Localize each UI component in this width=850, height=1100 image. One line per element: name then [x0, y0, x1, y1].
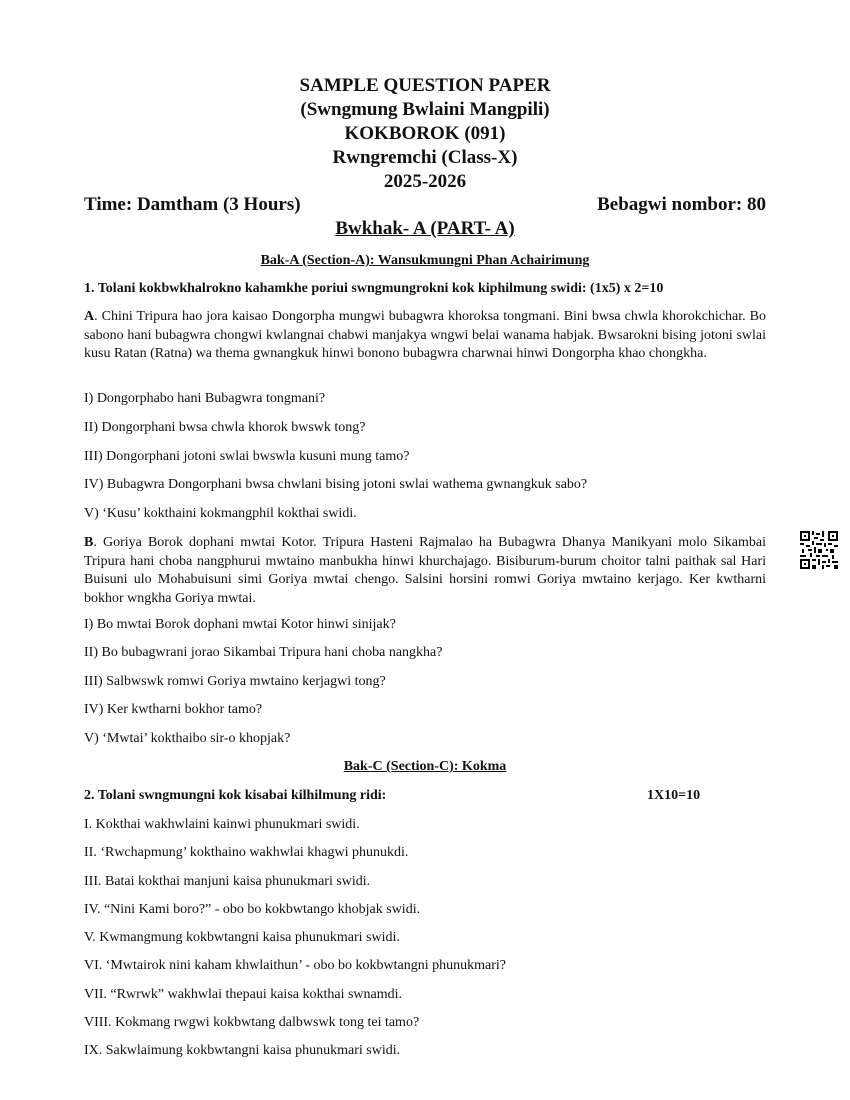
- part-heading: Bwkhak- A (PART- A): [335, 218, 515, 239]
- question-c-2: II. ‘Rwchapmung’ kokthaino wakhwlai khagwi phunukdi.: [84, 845, 409, 860]
- paper-title: SAMPLE QUESTION PAPER: [299, 75, 551, 96]
- question-b-4: IV) Ker kwtharni bokhor tamo?: [84, 702, 263, 717]
- question-c-6: VI. ‘Mwtairok nini kaham khwlaithun’ - obo bo kokbwtangni phunukmari?: [84, 958, 506, 973]
- question-b-1: I) Bo mwtai Borok dophani mwtai Kotor hinwi sinijak?: [84, 617, 396, 632]
- qr-code-icon: [800, 531, 838, 569]
- time-allowed: Time: Damtham (3 Hours): [84, 194, 301, 215]
- question-c-1: I. Kokthai wakhwlaini kainwi phunukmari swidi.: [84, 817, 360, 832]
- passage-a: [84, 308, 766, 364]
- question-c-8: VIII. Kokmang rwgwi kokbwtang dalbwswk tong tei tamo?: [84, 1015, 420, 1030]
- question-c-4: IV. “Nini Kami boro?” - obo bo kokbwtango khobjak swidi.: [84, 902, 421, 917]
- passage-b-text: . Goriya Borok dophani mwtai Kotor. Tripura Hasteni Rajmalao ha Bubagwra Dhanya Manikyani molo Sikambai Tripura hani choba nangphurui mwtaino manbukha hinwi khurchajago. Bisiburum-burum choitor talni paithak sal Hari Buisuni ulo Mohabuisuni simi Goriya mwtai chengo. Salsini horsini romwi Goriya mwtaino kerjago. Ker kwtharni bokhor wngkha Goriya mwtai.: [84, 535, 766, 606]
- session-year: 2025-2026: [383, 171, 467, 192]
- class-label: Rwngremchi (Class-X): [332, 147, 518, 168]
- question-c-5: V. Kwmangmung kokbwtangni kaisa phunukmari swidi.: [84, 930, 400, 945]
- question-a-5: V) ‘Kusu’ kokthaini kokmangphil kokthai swidi.: [84, 506, 357, 521]
- time-marks-row: [84, 194, 766, 218]
- maximum-marks: Bebagwi nombor: 80: [597, 194, 766, 215]
- question-c-7: VII. “Rwrwk” wakhwlai thepaui kaisa kokthai swnamdi.: [84, 987, 403, 1002]
- passage-a-text: . Chini Tripura hao jora kaisao Dongorpha mungwi bubagwra khoroksa tongmani. Bini bwsa chwla khorokchichar. Bo sabono hani bubagwra chongwi kwlangnai chabwi manjakya wngwi belai wanama habjak. Bwsarokni bising jotoni swlai kusu Ratan (Ratna) wa thema gwnangkuk hinwi bonono bubagwra charwnai hinwi Dongorpha khao chongkha.: [84, 309, 766, 361]
- question-a-4: IV) Bubagwra Dongorphani bwsa chwlani bising jotoni swlai wathema gwnangkuk sabo?: [84, 477, 588, 492]
- question-2-marks: 1X10=10: [647, 788, 701, 803]
- question-1: 1. Tolani kokbwkhalrokno kahamkhe poriui swngmungrokni kok kiphilmung swidi: (1x5) x 2=10: [84, 281, 664, 296]
- question-a-3: III) Dongorphani jotoni swlai bwswla kusuni mung tamo?: [84, 449, 410, 464]
- section-c-heading: Bak-C (Section-C): Kokma: [343, 759, 507, 774]
- passage-b-label: B: [84, 535, 94, 550]
- question-b-3: III) Salbwswk romwi Goriya mwtaino kerjagwi tong?: [84, 674, 386, 689]
- question-a-1: I) Dongorphabo hani Bubagwra tongmani?: [84, 391, 326, 406]
- subject-code: KOKBOROK (091): [344, 123, 506, 144]
- section-a-heading: Bak-A (Section-A): Wansukmungni Phan Achairimung: [260, 253, 590, 268]
- question-c-9: IX. Sakwlaimung kokbwtangni kaisa phunukmari swidi.: [84, 1043, 401, 1058]
- question-b-5: V) ‘Mwtai’ kokthaibo sir-o khopjak?: [84, 731, 291, 746]
- question-c-3: III. Batai kokthai manjuni kaisa phunukmari swidi.: [84, 874, 371, 889]
- question-b-2: II) Bo bubagwrani jorao Sikambai Tripura hani choba nangkha?: [84, 645, 443, 660]
- paper-subtitle: (Swngmung Bwlaini Mangpili): [300, 99, 550, 120]
- question-a-2: II) Dongorphani bwsa chwla khorok bwswk tong?: [84, 420, 366, 435]
- question-2: 2. Tolani swngmungni kok kisabai kilhilmung ridi:: [84, 788, 387, 803]
- passage-a-label: A: [84, 309, 95, 324]
- passage-b: [84, 534, 766, 608]
